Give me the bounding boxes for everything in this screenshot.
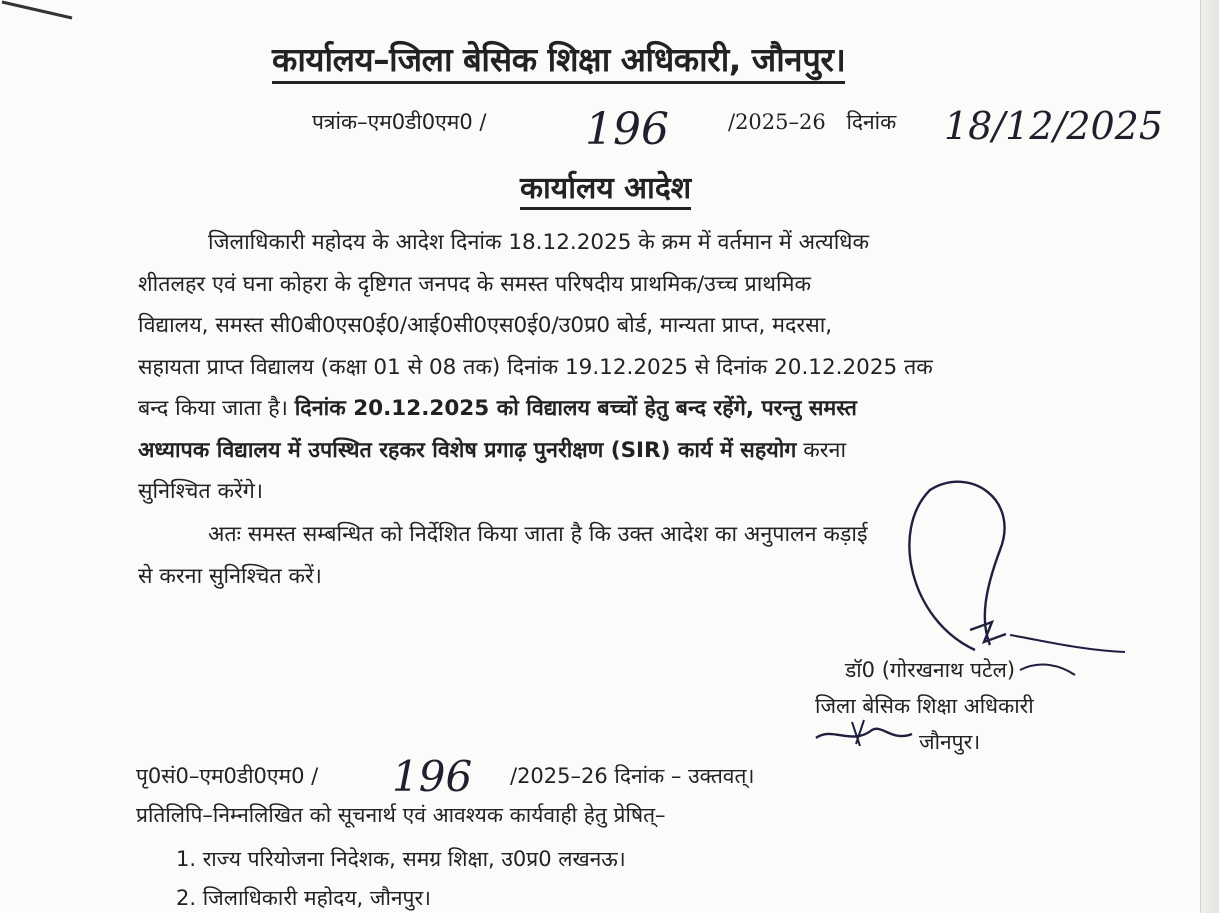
reference-date-handwritten: 18/12/2025: [944, 104, 1164, 148]
copy-reference-prefix: पृ0सं0–एम0डी0एम0 /: [136, 764, 319, 788]
copy-reference-number-handwritten: 196: [392, 752, 473, 801]
order-title: [520, 166, 691, 207]
order-paragraph-1: [138, 222, 1128, 513]
para1-line-3: विद्यालय, समस्त सी0बी0एस0ई0/आई0सी0एस0ई0/उ0प्र0 बोर्ड, मान्यता प्राप्त, मदरसा,: [138, 313, 833, 338]
para1-line-5-bold: दिनांक 20.12.2025 को विद्यालय बच्चों हेतु बन्द रहेंगे, परन्तु समस्त: [294, 396, 857, 421]
copy-recipient-2: 2. जिलाधिकारी महोदय, जौनपुर।: [176, 886, 432, 910]
para1-line-6-normal: करना: [803, 437, 847, 463]
para1-line-5: [138, 388, 1128, 430]
copy-recipient-1: 1. राज्य परियोजना निदेशक, समग्र शिक्षा, उ0प्र0 लखनऊ।: [176, 847, 626, 871]
para2-line-1: अतः समस्त सम्बन्धित को निर्देशित किया जाता है कि उक्त आदेश का अनुपालन कड़ाई: [208, 522, 868, 547]
para1-line-6: [138, 430, 1128, 472]
reference-year-group: [728, 108, 896, 136]
signatory-place: जौनपुर।: [919, 730, 981, 754]
reference-line: [312, 108, 486, 136]
page-edge: [1200, 0, 1219, 913]
office-title-text: कार्यालय–जिला बेसिक शिक्षा अधिकारी, जौनपुर।: [272, 40, 845, 84]
reference-year: /2025–26: [728, 110, 826, 134]
reference-date-label: दिनांक: [846, 110, 897, 134]
office-title: [272, 36, 982, 81]
para2-line-2: से करना सुनिश्चित करें।: [138, 563, 322, 589]
para1-line-6-bold: अध्यापक विद्यालय में उपस्थित रहकर विशेष प्रगाढ़ पुनरीक्षण (SIR) कार्य में सहयोग: [138, 437, 797, 463]
corner-pen-mark: [0, 0, 80, 30]
reference-prefix: पत्रांक–एम0डी0एम0 /: [312, 110, 487, 134]
para1-line-4: सहायता प्राप्त विद्यालय (कक्षा 01 से 08 तक) दिनांक 19.12.2025 से दिनांक 20.12.2025 तक: [138, 354, 933, 380]
reference-number-handwritten: 196: [585, 104, 669, 155]
para1-line-7: सुनिश्चित करेंगे।: [138, 479, 264, 504]
order-title-text: कार्यालय आदेश: [520, 171, 691, 210]
signatory-designation: जिला बेसिक शिक्षा अधिकारी: [815, 694, 1034, 718]
para1-line-2: शीतलहर एवं घना कोहरा के दृष्टिगत जनपद के समस्त परिषदीय प्राथमिक/उच्च प्राथमिक: [138, 271, 811, 297]
copy-reference-suffix: /2025–26 दिनांक – उक्तवत्।: [510, 764, 755, 788]
officer-initials: [812, 716, 922, 752]
para1-line-5-normal: बन्द किया जाता है।: [138, 396, 288, 421]
copy-intro: प्रतिलिपि–निम्नलिखित को सूचनार्थ एवं आवश्यक कार्यवाही हेतु प्रेषित्–: [136, 803, 666, 827]
para1-line-1: जिलाधिकारी महोदय के आदेश दिनांक 18.12.2025 के क्रम में वर्तमान में अत्यधिक: [208, 230, 870, 255]
signatory-name: डॉ0 (गोरखनाथ पटेल): [845, 658, 1016, 682]
